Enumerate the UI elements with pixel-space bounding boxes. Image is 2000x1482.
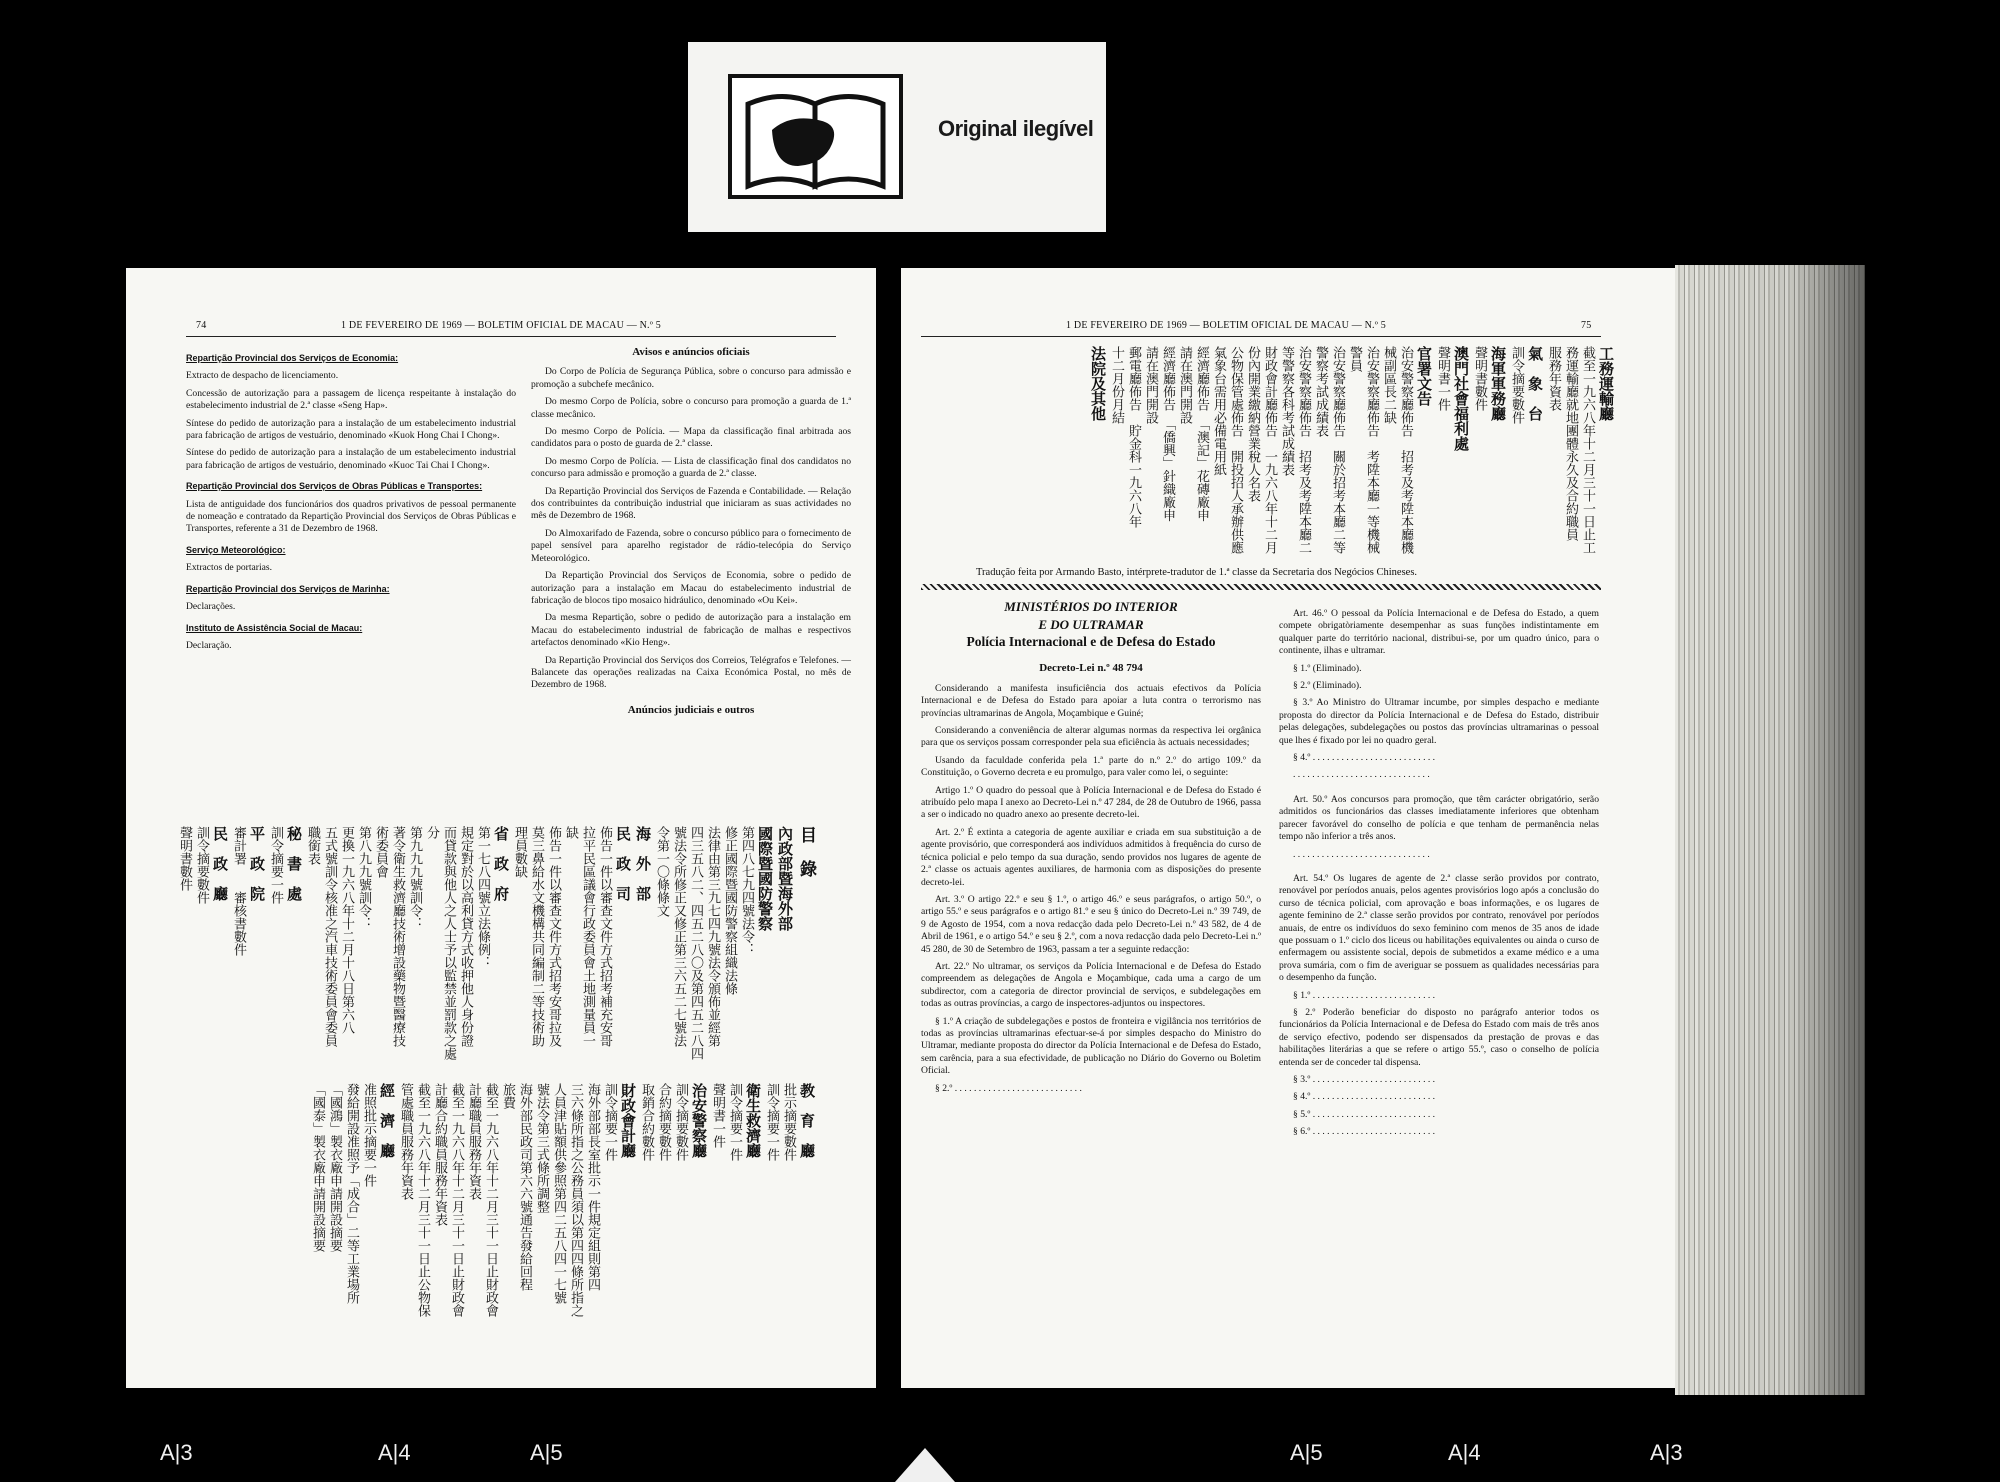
chinese-heading: 平 政 院 [248, 826, 266, 901]
illegible-original-notice [688, 42, 1106, 232]
summary-entry: Síntese do pedido de autorização para a instalação de um estabelecimento industrial para fabricação de artigos de vestuário, denominado «Kuoc Tai Chai I Chong». [186, 447, 516, 471]
notice-entry: Do mesmo Corpo de Polícia. — Mapa da classificação final arbitrada aos candidatos para o posto de guarda de 2.ª classe. [531, 426, 851, 450]
section-heading: Repartição Provincial dos Serviços de Economia: [186, 353, 399, 363]
section-heading: Repartição Provincial dos Serviços de Obras Públicas e Transportes: [186, 481, 483, 492]
chinese-entry: 截至一九六八年十二月三十一日止財政會 [449, 1083, 464, 1317]
right-column-1 [921, 596, 1261, 1100]
decree-paragraph: § 1.º (Eliminado). [1293, 662, 1362, 674]
header-rule-left [186, 336, 836, 337]
chinese-entry: 而貸款與他人之人士予以監禁並罰款之處 [441, 826, 456, 1060]
decree-paragraph: § 1.º A criação de subdelegações e postos de fronteira e vigilância nos territórios de todas as províncias ultramarinas efectuar-se-á por simples despacho do Ministro do Ultramar, mediante proposta do director da Polícia Internacional e de Defesa do Estado, sem carência, para a sua efectividade, de publicação no Diário do Governo ou Boletim Oficial. [921, 1015, 1261, 1077]
section-heading: Serviço Meteorológico: [186, 544, 286, 555]
chinese-entry: 聲明書一件 [1435, 346, 1450, 411]
chinese-entry: 發給開設准照予「成合」二等工業場所 [344, 1083, 359, 1304]
chinese-entry: 第四八七九四號法令： [739, 826, 754, 956]
chinese-entry: 四三五八二、四五二八〇及第四五二八四 [688, 826, 703, 1060]
chinese-entry: 拉平民區議會行政委員會土地測量員一 [580, 826, 595, 1047]
chinese-entry: 「國泰」製衣廠申請開設摘要 [310, 1083, 325, 1252]
summary-entry: Lista de antiguidade dos funcionários dos quadros privativos de pessoal permanente de nomeação e contratado da Repartição Provincial dos Serviços de Obras Públicas e Transportes, referente a 31 de Dezembro de 1968. [186, 498, 516, 535]
chinese-heading: 工務運輸廳 [1597, 346, 1615, 421]
chinese-entry: 經濟廳佈告 「澳記」花磚廠申 [1194, 346, 1209, 522]
chinese-entry: 佈告一件以審查文件方式招考補充安哥 [597, 826, 612, 1047]
chinese-entry: 號法令第三式條所調整 [534, 1083, 549, 1213]
chinese-entry: 訓令摘要一件 [727, 1083, 742, 1161]
frame-mark: A|5 [530, 1440, 563, 1465]
chinese-entry: 訓令摘要數件 [1509, 346, 1524, 424]
decree-paragraph: § 3.º . . . . . . . . . . . . . . . . . . . . . . . . . . [1293, 1074, 1436, 1085]
chinese-entry: 聲明書數件 [1472, 346, 1487, 411]
notice-entry: Da Repartição Provincial dos Serviços de Fazenda e Contabilidade. — Relação dos contribuintes da contribuição industrial que iniciaram as suas actividades no mês de Dezembro de 1968. [531, 485, 851, 522]
chinese-entry: 理員數缺 [512, 826, 527, 878]
decree-paragraph: § 2.º Poderão beneficiar do disposto no parágrafo anterior todos os funcionários da Polícia Internacional e de Defesa do Estado com mais de três anos de serviço efectivo, podendo ser dispensados da prestação de provas e das habilitações literárias a que se refere o artigo 55.º, caso o conselho de polícia entenda ser de conceder tal dispensa. [1279, 1006, 1599, 1068]
chinese-entry: 警員 [1347, 346, 1362, 372]
decree-paragraph: Art. 54.º Os lugares de agente de 2.ª classe serão providos por contrato, renovável por períodos anuais, pelos agentes provisórios logo após a conclusão do curso de técnica policial, com aprovação e boas informações, e os lugares de agente feminino de 2.ª classe serão providos por contrato, renovável por períodos anuais, de entre os indivíduos do sexo feminino com menos de 35 anos de idade que possuam o 1.º ciclo dos liceus ou habilitações equivalentes ou ainda o curso de enfermagem ou assistente social, depois de submetidos a exame médico e a uma prova sumária, com o fim de averiguar se possuem as qualidades necessárias para o desempenho da função. [1279, 872, 1599, 984]
page-header-right: 1 DE FEVEREIRO DE 1969 — BOLETIM OFICIAL DE MACAU — N.º 5 [1066, 320, 1386, 331]
chinese-heading: 衛生救濟廳 [744, 1083, 762, 1158]
chinese-heading: 內政部暨海外部 [776, 826, 794, 931]
summary-entry: Extractos de portarias. [186, 562, 273, 574]
chinese-heading: 治安警察廳 [690, 1083, 708, 1158]
chinese-heading: 目 錄 [796, 826, 816, 877]
chinese-entry: 修正國際暨國防警察組織法條 [722, 826, 737, 995]
notice-entry: Do mesmo Corpo de Polícia. — Lista de classificação final dos candidatos no concurso para admissão e promoção a guarda de 2.ª classe. [531, 455, 851, 480]
chinese-entry: 訓令摘要數件 [194, 826, 209, 904]
chinese-entry: 旅費 [500, 1083, 515, 1109]
chinese-entry: 經濟廳佈告 「僑興」針織廠申 [1160, 346, 1175, 522]
chinese-entry: 截至一九六八年十二月三十一日止財政會 [483, 1083, 498, 1317]
ministerios-line-1: MINISTÉRIOS DO INTERIOR [1004, 599, 1178, 614]
translation-credit: Tradução feita por Armando Basto, intérprete-tradutor de 1.ª classe da Secretaria dos Negócios Chineses. [976, 567, 1418, 578]
policia-title: Polícia Internacional e de Defesa do Estado [966, 634, 1216, 649]
chinese-entry: 聲明書一件 [710, 1083, 725, 1148]
page-header-left: 1 DE FEVEREIRO DE 1969 — BOLETIM OFICIAL DE MACAU — N.º 5 [341, 320, 661, 331]
chinese-index-lower [310, 1083, 816, 1373]
chinese-heading: 氣 象 台 [1526, 346, 1544, 421]
chinese-entry: 審計署 審核書數件 [231, 826, 246, 956]
chinese-entry: 等警察各科考試成績表 [1279, 346, 1294, 476]
illegible-label: Original ilegível [938, 116, 1094, 141]
chinese-entry: 郵電廳佈告 貯金科一九六八年 [1126, 346, 1141, 528]
notice-entry: Da Repartição Provincial dos Serviços dos Correios, Telégrafos e Telefones. — Balancete das operações realizadas na Caixa Económica Postal, no mês de Dezembro de 1968. [531, 654, 851, 691]
decree-paragraph: § 3.º Ao Ministro do Ultramar incumbe, por simples despacho e mediante proposta do director da Polícia Internacional e de Defesa do Estado, distribuir pelas delegações, subdelegações ou postos das províncias ultramarinas o pessoal que lhes é fixado por lei no quadro geral. [1279, 697, 1599, 746]
chinese-entry: 計廳合約職員服務年資表 [432, 1083, 447, 1226]
decree-paragraph: § 4.º . . . . . . . . . . . . . . . . . . . . . . . . . . [1293, 1091, 1436, 1103]
chinese-entry: 械副區長二缺 [1381, 346, 1396, 424]
chinese-entry: 三六條所指之公務員須以第四四條所指之 [568, 1083, 583, 1317]
section-heading: Repartição Provincial dos Serviços de Marinha: [186, 583, 390, 594]
left-column-2 [531, 344, 851, 724]
chinese-entry: 合約摘要數件 [656, 1083, 671, 1161]
chinese-entry: 財政會計廳佈告 一九六八年十二月 [1262, 346, 1277, 554]
decree-paragraph: § 6.º . . . . . . . . . . . . . . . . . . . . . . . . . . [1293, 1126, 1436, 1138]
chinese-entry: 治安警察廳佈告 關於招考本廳二等 [1330, 346, 1345, 554]
chinese-entry: 警察考試成績表 [1313, 346, 1328, 437]
chinese-entry: 聲明書數件 [177, 826, 192, 891]
decree-paragraph: Art. 22.º No ultramar, os serviços da Polícia Internacional e de Defesa do Estado compreendem as delegações de Angola e Moçambique, cada uma a cargo de um subdirector, com a categoria de director provincial de serviços, e subdelegações em todas as outras províncias, a cargo de inspectores-adjuntos ou inspectores. [921, 960, 1261, 1010]
chinese-heading: 官署文告 [1415, 346, 1433, 406]
chinese-entry: 法律由第三九七四九號法令頒佈並經第 [705, 826, 720, 1047]
chinese-entry: 訓令摘要一件 [602, 1083, 617, 1161]
decree-paragraph: § 1.º . . . . . . . . . . . . . . . . . . . . . . . . . . [1293, 989, 1436, 1001]
gutter-marker [895, 1448, 955, 1482]
summary-entry: Extracto de despacho de licenciamento. [186, 370, 339, 382]
anuncios-title: Anúncios judiciais e outros [627, 703, 755, 716]
chinese-entry: 務運輸廳就地團體永久及合約職員 [1563, 346, 1578, 541]
chinese-entry: 第九九九號訓令： [407, 826, 422, 930]
chinese-entry: 公物保管處佈告 開投招人承辦供應 [1228, 346, 1243, 554]
frame-mark: A|4 [1448, 1440, 1481, 1465]
decree-paragraph: Considerando a manifesta insuficiência dos actuais efectivos da Polícia Internacional e de Defesa do Estado para apoiar a luta contra o terrorismo nas províncias ultramarinas de Angola, Moçambique e Guiné; [921, 682, 1261, 719]
chinese-entry: 請在澳門開設 [1143, 346, 1158, 424]
chinese-heading: 教 育 廳 [798, 1083, 816, 1158]
decree-paragraph: . . . . . . . . . . . . . . . . . . . . . . . . . . . . . [1293, 848, 1430, 860]
decree-paragraph: § 5.º . . . . . . . . . . . . . . . . . . . . . . . . . . [1293, 1108, 1436, 1120]
chinese-entry: 取銷合約數件 [639, 1083, 654, 1161]
chinese-entry: 治安警察廳佈告 考陞本廳一等機械 [1364, 346, 1379, 554]
frame-mark: A|3 [1650, 1440, 1683, 1465]
chinese-entry: 人員津貼額供參照第四二五八四一七號 [551, 1083, 566, 1304]
page-number-left: 74 [196, 320, 207, 331]
chinese-entry: 分 [424, 826, 439, 839]
chinese-entry: 海外部部長室批示一件規定組則第四 [585, 1083, 600, 1291]
chinese-entry: 職銜表 [305, 826, 320, 865]
chinese-entry: 訓令摘要一件 [268, 826, 283, 904]
chinese-entry: 海外部民政司第六六號通告發給回程 [517, 1083, 532, 1291]
decree-paragraph: Art. 3.º O artigo 22.º e seu § 1.º, o artigo 46.º e seus parágrafos, o artigo 50.º, o artigo 55.º e seus parágrafos e o artigo 81.º e seu § único do Decreto-Lei n.º 39 749, de 9 de Agosto de 1954, com a nova redacção dada pelo Decreto-Lei n.º 43 582, de 4 de Abril de 1961, e o artigo 54.º e seu § 2.º, com a nova redacção dada pelo Decreto-Lei n.º 45 280, de 30 de Setembro de 1963, passam a ter a seguinte redacção: [921, 893, 1261, 955]
decreto-title: Decreto-Lei n.º 48 794 [1039, 662, 1143, 675]
chinese-heading: 海 外 部 [634, 826, 652, 901]
chinese-entry: 服務年資表 [1546, 346, 1561, 411]
summary-entry: Declaração. [186, 639, 232, 651]
chinese-entry: 請在澳門開設 [1177, 346, 1192, 424]
decree-paragraph: Art. 46.º O pessoal da Polícia Internacional e de Defesa do Estado, a quem compete obrigatòriamente desempenhar as suas funções indistintamente em qualquer parte do território nacional, distribui-se, por um quadro único, para o continente, ilhas e ultramar. [1279, 608, 1599, 657]
chinese-entry: 莫三鼻給水文機構共同編制二等技術助 [529, 826, 544, 1047]
ornamental-divider [921, 584, 1601, 590]
chinese-entry: 更換一九六八年十二月十八日第六八 [339, 826, 354, 1034]
chinese-index-right [1089, 346, 1615, 556]
header-rule-right [921, 336, 1601, 337]
notice-entry: Do Almoxarifado de Fazenda, sobre o concurso público para o fornecimento de papel sensível para aparelho registador de rádio-telecópia do Serviço Meteorológico. [531, 527, 851, 564]
decree-paragraph: § 2.º (Eliminado). [1293, 680, 1362, 692]
decree-paragraph: Art. 2.º É extinta a categoria de agente auxiliar e criada em sua substituição a de agente provisório, que corresponderá aos indivíduos admitidos à frequência do curso de técnica policial e pelo tempo da sua duração, sendo providos nos lugares de agente de 2.ª classe os actuais agentes auxiliares, de harmonia com as disposições do presente decreto-lei. [921, 826, 1261, 888]
chinese-entry: 訓令摘要一件 [764, 1083, 779, 1161]
chinese-entry: 規定對於以高利貸方式收押他人身份證 [458, 826, 473, 1047]
left-page [126, 268, 876, 1388]
decree-paragraph: Considerando a conveniência de alterar algumas normas da respectiva lei orgânica para que os serviços possam corresponder pela sua eficiência às actuais necessidades; [921, 725, 1261, 749]
notice-entry: Da mesma Repartição, sobre o pedido de autorização para a instalação em Macau do estabelecimento industrial de fabricação de malhas e respectivos artefactos denominado «Kio Heng». [531, 612, 851, 649]
chinese-entry: 截至一九六八年十二月三十一日止公物保 [415, 1083, 430, 1317]
frame-mark: A|3 [160, 1440, 193, 1465]
chinese-heading: 民 政 廳 [211, 826, 229, 901]
frame-mark: A|4 [378, 1440, 411, 1465]
chinese-entry: 治安警察廳佈告 招考及考陞本廳二 [1296, 346, 1311, 554]
left-column-1 [186, 344, 516, 657]
decree-paragraph: § 2.º . . . . . . . . . . . . . . . . . . . . . . . . . . . [935, 1082, 1082, 1094]
chinese-entry: 計廳職員服務年資表 [466, 1083, 481, 1200]
page-number-right: 75 [1581, 320, 1592, 331]
notice-entry: Do Corpo de Polícia de Segurança Pública, sobre o concurso para admissão e promoção a subchefe mecânico. [531, 366, 851, 390]
summary-entry: Síntese do pedido de autorização para a instalação de um estabelecimento industrial para fabricação de artigos de vestuário, denominado «Kuok Hong Chai I Chong». [186, 417, 516, 442]
decree-paragraph: . . . . . . . . . . . . . . . . . . . . . . . . . . . . . [1293, 769, 1430, 781]
ministerios-line-2: E DO ULTRAMAR [1038, 617, 1144, 632]
chinese-entry: 管處職員服務年資表 [398, 1083, 413, 1200]
chinese-entry: 第一七八四號立法條例： [475, 826, 490, 969]
chinese-heading: 省 政 府 [492, 826, 510, 901]
open-book-icon [728, 74, 903, 199]
chinese-entry: 訓令摘要數件 [673, 1083, 688, 1161]
chinese-heading: 法院及其他 [1089, 346, 1107, 421]
page-stack-edge [1675, 265, 1865, 1395]
chinese-entry: 術委員會 [373, 826, 388, 878]
right-page [901, 268, 1675, 1388]
decree-paragraph: Artigo 1.º O quadro do pessoal que à Polícia Internacional e de Defesa do Estado é atribuído pelo mapa I anexo ao Decreto-Lei n.º 47 284, de 28 de Outubro de 1966, passa a ser o indicado no quadro anexo ao presente decreto-lei. [921, 784, 1261, 821]
chinese-heading: 財政會計廳 [619, 1083, 637, 1158]
chinese-entry: 准照批示摘要一件 [361, 1083, 376, 1187]
notice-entry: Da Repartição Provincial dos Serviços de Economia, sobre o pedido de autorização para a instalação em Macau do estabelecimento industrial de fabricação de blocos tipo mosaico hidráulico, denominado «Ou Kei». [531, 570, 851, 606]
chinese-heading: 秘 書 處 [285, 826, 303, 901]
chinese-entry: 截至一九六八年十二月三十一日止工 [1580, 346, 1595, 554]
chinese-entry: 「國鴻」製衣廠申請開設摘要 [327, 1083, 342, 1252]
chinese-entry: 第八九九號訓令： [356, 826, 371, 930]
notice-entry: Do mesmo Corpo de Polícia, sobre o concurso para promoção a guarda de 1.ª classe mecânico. [531, 396, 851, 420]
decree-paragraph: § 4.º . . . . . . . . . . . . . . . . . . . . . . . . . . [1293, 752, 1436, 764]
decree-paragraph: Art. 50.º Aos concursos para promoção, que têm carácter obrigatório, serão admitidos os funcionários das classes imediatamente inferiores que obtenham parecer favorável do conselho de polícia e que tenham de permanência nelas tempo não inferior a três anos. [1279, 793, 1599, 843]
chinese-entry: 氣象台需用必備電用紙 [1211, 346, 1226, 476]
chinese-entry: 五式號訓令核准之汽車技術委員會委員 [322, 826, 337, 1047]
summary-entry: Concessão de autorização para a passagem de licença respeitante à instalação do estabelecimento industrial de 2.ª classe «Seng Hap». [186, 387, 516, 412]
section-heading: Instituto de Assistência Social de Macau: [186, 622, 363, 633]
chinese-entry: 十二月份月結 [1109, 346, 1124, 424]
chinese-entry: 佈告一件以審查文件方式招考安哥拉及 [546, 826, 561, 1047]
chinese-heading: 國際暨國防警察 [756, 826, 774, 931]
chinese-entry: 令第一〇條條文 [654, 826, 669, 917]
summary-entry: Declarações. [186, 601, 236, 613]
decree-paragraph: Usando da faculdade conferida pela 1.ª parte do n.º 2.º do artigo 109.º da Constituição, o Governo decreta e eu promulgo, para valer como lei, o seguinte: [921, 754, 1261, 779]
right-column-2 [1279, 596, 1599, 1144]
chinese-entry: 份內開業繳納營業稅人名表 [1245, 346, 1260, 502]
chinese-entry: 批示摘要數件 [781, 1083, 796, 1161]
chinese-entry: 號法令所修正又修正第三六五二七號法 [671, 826, 686, 1047]
chinese-entry: 著令衛生救濟廳技術增設藥物暨醫療技 [390, 826, 405, 1047]
chinese-heading: 經 濟 廳 [378, 1083, 396, 1158]
chinese-heading: 民 政 司 [614, 826, 632, 901]
chinese-entry: 缺 [563, 826, 578, 839]
chinese-heading: 海軍軍務廳 [1489, 346, 1507, 421]
frame-mark: A|5 [1290, 1440, 1323, 1465]
chinese-entry: 治安警察廳佈告 招考及考陞本廳機 [1398, 346, 1413, 554]
avisos-title: Avisos e anúncios oficiais [632, 346, 750, 358]
chinese-heading: 澳門社會福利處 [1452, 346, 1470, 451]
